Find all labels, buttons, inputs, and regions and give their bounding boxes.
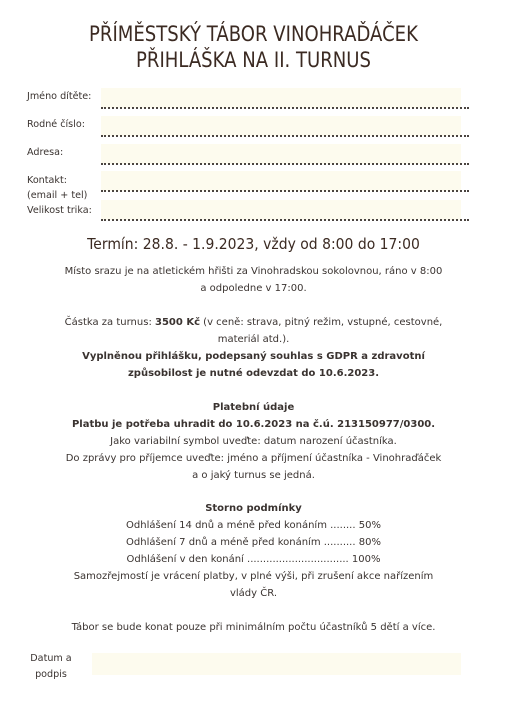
storno-heading: Storno podmínky [205, 503, 302, 514]
price-prefix: Částka za turnus: [64, 317, 155, 328]
submit-deadline-line2: způsobilost je nutné odevzdat do 10.6.2023. [127, 368, 380, 379]
signature-label-line2: podpis [35, 669, 67, 680]
signature-field[interactable] [92, 653, 461, 675]
contact-underline [101, 190, 469, 192]
birth-number-field[interactable] [101, 116, 461, 136]
child-name-label: Jméno dítěte: [27, 91, 92, 102]
term-heading: Termín: 28.8. - 1.9.2023, vždy od 8:00 do 17:00 [87, 235, 420, 253]
payment-line4: a o jaký turnus se jedná. [192, 470, 315, 481]
payment-heading: Platební údaje [212, 402, 295, 413]
birth-number-label: Rodné číslo: [27, 119, 85, 130]
shirt-size-field[interactable] [101, 200, 461, 220]
meeting-text-line1: Místo srazu je na atletickém hřišti za Vinohradskou sokolovnou, ráno v 8:00 [64, 266, 443, 277]
address-underline [101, 163, 469, 165]
page-title-line2: PŘIHLÁŠKA NA II. TURNUS [136, 48, 371, 72]
shirt-size-underline [101, 219, 469, 221]
minimum-participants-note: Tábor se bude konat pouze při minimálním počtu účastníků 5 dětí a více. [71, 622, 436, 633]
address-field[interactable] [101, 144, 461, 164]
payment-line2: Jako variabilní symbol uveďte: datum narození účastníka. [110, 436, 397, 447]
child-name-field[interactable] [101, 88, 461, 108]
storno-line1: Odhlášení 14 dnů a méně před konáním ........ 50% [126, 520, 381, 531]
storno-line4: Samozřejmostí je vrácení platby, v plné výši, při zrušení akce nařízením [73, 571, 434, 582]
shirt-size-label: Velikost trika: [27, 205, 92, 216]
price-amount: 3500 Kč [155, 317, 200, 328]
payment-line3: Do zprávy pro příjemce uveďte: jméno a příjmení účastníka - Vinohraďáček [65, 453, 442, 464]
contact-label: Kontakt: [27, 175, 67, 186]
storno-line2: Odhlášení 7 dnů a méně před konáním .......... 80% [126, 537, 381, 548]
contact-sub-label: (email + tel) [27, 190, 88, 201]
price-suffix: (v ceně: strava, pitný režim, vstupné, cestovné, [200, 317, 443, 328]
storno-line3: Odhlášení v den konání ................................ 100% [126, 554, 381, 565]
child-name-underline [101, 107, 469, 109]
birth-number-underline [101, 135, 469, 137]
price-line1 [40, 314, 467, 331]
address-label: Adresa: [27, 147, 64, 158]
storno-line5: vlády ČR. [229, 588, 278, 599]
page-title-line1: PŘÍMĚSTSKÝ TÁBOR VINOHRAĎÁČEK [89, 22, 418, 46]
submit-deadline-line1: Vyplněnou přihlášku, podepsaný souhlas s GDPR a zdravotní [82, 351, 425, 362]
meeting-text-line2: a odpoledne v 17:00. [200, 283, 307, 294]
contact-field[interactable] [101, 171, 461, 191]
signature-label-line1: Datum a [30, 653, 72, 664]
price-line2: materiál atd.). [217, 334, 290, 345]
payment-line1: Platbu je potřeba uhradit do 10.6.2023 na č.ú. 213150977/0300. [71, 419, 436, 430]
